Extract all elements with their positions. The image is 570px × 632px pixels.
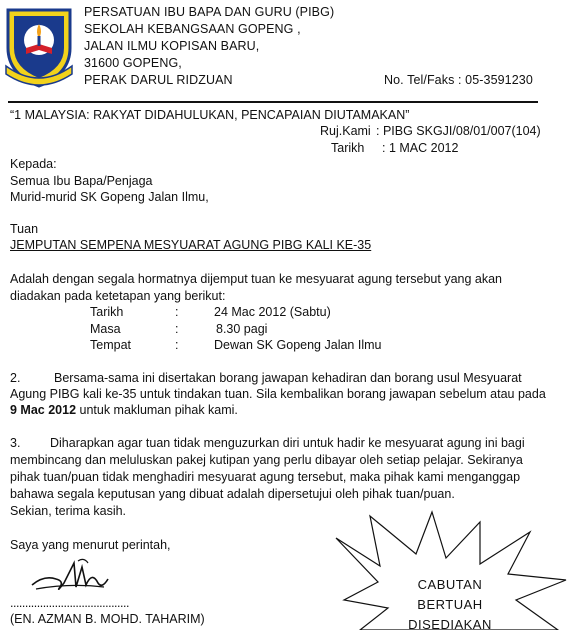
detail-value-venue: Dewan SK Gopeng Jalan Ilmu xyxy=(214,338,382,352)
para3-line-1: Diharapkan agar tuan tidak menguzurkan diri untuk hadir ke mesyuarat agung ini bagi xyxy=(50,436,525,450)
para2-line-3-rest: untuk makluman pihak kami. xyxy=(76,403,238,417)
state-line: PERAK DARUL RIDZUAN xyxy=(84,73,233,87)
detail-label-date: Tarikh xyxy=(90,305,124,319)
para2-deadline: 9 Mac 2012 xyxy=(10,403,77,417)
para3-line-3: pihak tuan/puan tidak menghadiri mesyuarat agung tersebut, maka pihak kami menganggap xyxy=(10,470,521,484)
para3-number: 3. xyxy=(10,436,21,450)
header-divider xyxy=(8,101,538,103)
detail-sep-venue: : xyxy=(175,338,179,352)
detail-label-time: Masa xyxy=(90,322,121,336)
phone-fax: No. Tel/Faks : 05-3591230 xyxy=(384,73,533,87)
para2-number: 2. xyxy=(10,371,21,385)
detail-sep-date: : xyxy=(175,305,179,319)
signer-name: (EN. AZMAN B. MOHD. TAHARIM) xyxy=(10,612,205,626)
postcode-line: 31600 GOPENG, xyxy=(84,56,182,70)
star-line-2: BERTUAH xyxy=(417,597,483,612)
para3-line-4: bahawa segala keputusan yang dibuat adalah dipersetujui oleh pihak tuan/puan. xyxy=(10,487,455,501)
signoff-line: Saya yang menurut perintah, xyxy=(10,538,171,552)
recipient-heading: Kepada: xyxy=(10,157,57,171)
recipient-line-2: Murid-murid SK Gopeng Jalan Ilmu, xyxy=(10,190,209,204)
date-label: Tarikh xyxy=(331,141,365,155)
school-crest-logo xyxy=(2,4,76,90)
salutation: Tuan xyxy=(10,222,39,236)
detail-value-time: 8.30 pagi xyxy=(216,322,268,336)
school-name: SEKOLAH KEBANGSAAN GOPENG , xyxy=(84,22,301,36)
date-value: : 1 MAC 2012 xyxy=(382,141,459,155)
para2-line-3 xyxy=(10,403,238,418)
detail-label-venue: Tempat xyxy=(90,338,131,352)
intro-line-2: diadakan pada ketetapan yang berikut: xyxy=(10,289,226,303)
ref-value: : PIBG SKGJI/08/01/007(104) xyxy=(376,124,541,138)
star-line-3: DISEDIAKAN xyxy=(408,617,492,632)
signature-image xyxy=(30,557,110,597)
para2-line-2: Agung PIBG kali ke-35 untuk tindakan tuan. Sila kembalikan borang jawapan sebelum atau pada xyxy=(10,387,546,401)
para2-line-1: Bersama-sama ini disertakan borang jawapan kehadiran dan borang usul Mesyuarat xyxy=(54,371,522,385)
intro-line-1: Adalah dengan segala hormatnya dijemput tuan ke mesyuarat agung tersebut yang akan xyxy=(10,272,502,286)
closing-line: Sekian, terima kasih. xyxy=(10,504,127,518)
signature-dots: ........................................ xyxy=(10,596,129,610)
org-name: PERSATUAN IBU BAPA DAN GURU (PIBG) xyxy=(84,5,335,19)
detail-value-date: 24 Mac 2012 (Sabtu) xyxy=(214,305,331,319)
slogan: “1 MALAYSIA: RAKYAT DIDAHULUKAN, PENCAPAIAN DIUTAMAKAN” xyxy=(10,108,410,122)
star-line-1: CABUTAN xyxy=(417,577,483,592)
subject-line: JEMPUTAN SEMPENA MESYUARAT AGUNG PIBG KALI KE-35 xyxy=(10,238,372,252)
recipient-line-1: Semua Ibu Bapa/Penjaga xyxy=(10,174,153,188)
address-line: JALAN ILMU KOPISAN BARU, xyxy=(84,39,260,53)
detail-sep-time: : xyxy=(175,322,179,336)
para3-line-2: membincang dan meluluskan pakej kutipan yang perlu dibayar oleh setiap pelajar. Sekiranya xyxy=(10,453,523,467)
ref-label: Ruj.Kami xyxy=(320,124,371,138)
